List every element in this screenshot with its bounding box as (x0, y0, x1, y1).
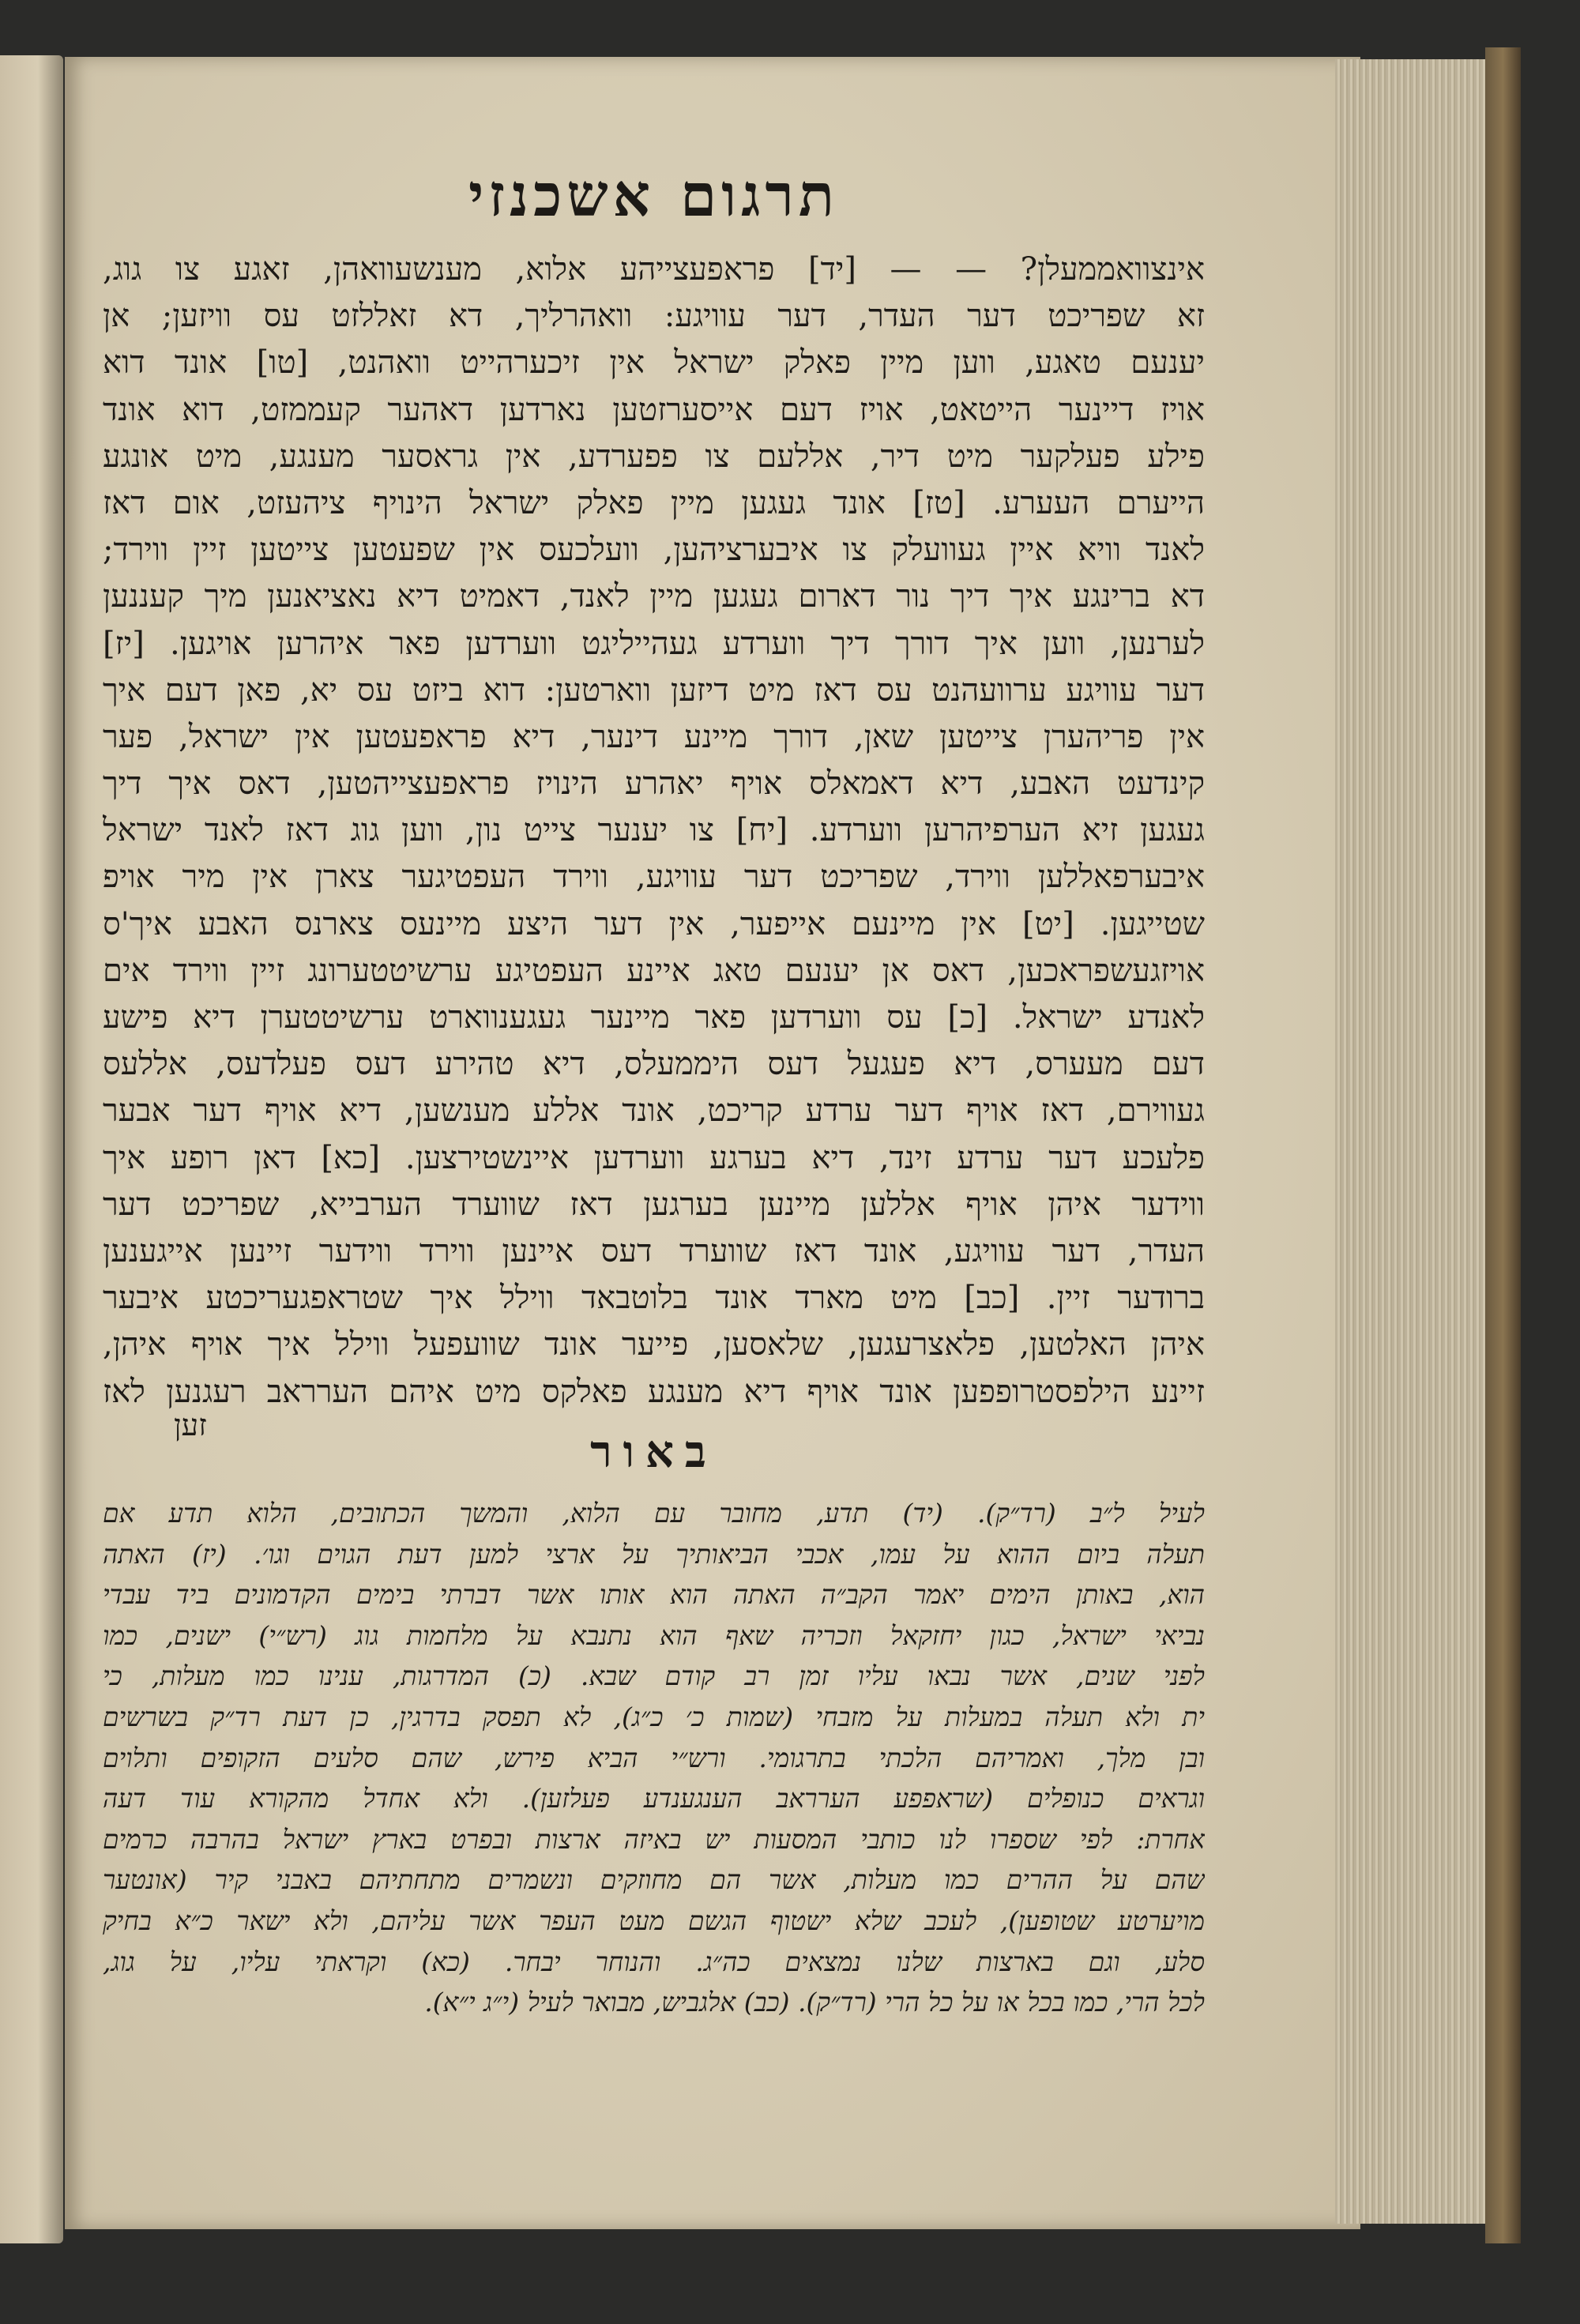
page-title: תרגום אשכנזי (468, 162, 839, 230)
text-line: אויז דיינער הייטאט, אויז דעם אייסערזטען נארדען דאהער קעממזט, דוא אונד (103, 391, 1205, 428)
text-line: לערנען, ווען איך דורך דיך ווערדע געהייליגט ווערדען פאר איהרען אויגען. [יז] (103, 625, 1205, 662)
translation-text (103, 246, 1205, 1416)
commentary-line: לעיל ל״ב (רד״ק). (יד) תדע, מחובר עם הלוא, והמשך הכתובים, הלוא תדע אם (103, 1498, 1205, 1529)
text-line: דער עוויגע ערוועהנט עס דאז מיט דיזען ווארטען: דוא ביזט עס יא, פאן דעם איך (103, 671, 1205, 709)
page-fore-edge (1335, 59, 1488, 2224)
text-line: דא ברינגע איך דיך נור דארום געגען מיין לאנד, דאמיט דיא נאציאנען מיך קעננען (103, 578, 1205, 615)
text-line: לאנד וויא איין געוועלק צו איבערציהען, וועלכעס אין שפעטען צייטען זיין ווירד; (103, 532, 1205, 569)
text-line: קינדעט האבע, דיא דאמאלס אויף יאהרע הינויז פראפעצייהטען, דאס איך דיך (103, 765, 1205, 803)
commentary-text (103, 1493, 1205, 2023)
text-line: זא שפריכט דער העדר, דער עוויגע: וואהרליך, דא זאללזט עס וויזען; אן (103, 298, 1205, 335)
text-line: פלעכע דער ערדע זינד, דיא בערגע ווערדען איינשטירצען. [כא] דאן רופע איך (103, 1139, 1205, 1176)
text-line: איהן האלטען, פלאצרעגען, שלאסען, פייער אונד שוועפעל ווילל איך אויף איהן, (103, 1326, 1205, 1363)
text-line: העדר, דער עוויגע, אונד דאז שווערד דעס איינען ווירד ווידער זיינען אייגענען (103, 1232, 1205, 1269)
text-line: דעם מעערס, דיא פעגעל דעס היממעלס, דיא טהירע דעס פעלדעס, אללעס (103, 1046, 1205, 1083)
text-line: ווידער איהן אויף אללען מיינען בערגען דאז שווערד הערבייא, שפריכט דער (103, 1186, 1205, 1223)
commentary-line: לפני שנים, אשר נבאו עליו זמן רב קודם שבא. (כ) המדרגות, ענינו כמו מעלות, כי (103, 1660, 1205, 1692)
adjacent-page-edge (0, 55, 63, 2243)
commentary-line: שהם על ההרים כמו מעלות, אשר הם מחוזקים ונשמרים מתחתיהם באבני קיר (אונטער (103, 1864, 1205, 1896)
commentary-line: לכל הרי, כמו בכל או על כל הרי (רד״ק). (כב) אלגביש, מבואר לעיל (י״ג י״א). (424, 1987, 1205, 2018)
commentary-line: ית ולא תעלה במעלות על מזבחי (שמות כ׳ כ״ג), לא תפסק בדרגין, כן דעת רד״ק בשרשים (103, 1701, 1205, 1732)
text-line: געווירם, דאז אויף דער ערדע קריכט, אונד אללע מענשען, דיא אויף דער אבער (103, 1092, 1205, 1130)
text-line: אין פריהערן צייטען שאן, דורך מיינע דינער, דיא פראפעטען אין ישראל, פער (103, 718, 1205, 755)
text-line: געגען זיא הערפיהרען ווערדע. [יח] צו יענער צייט נון, ווען גוג דאז לאנד ישראל (103, 812, 1205, 849)
text-line: פילע פעלקער מיט דיר, אללעם צו פפערדע, אין גראסער מענגע, מיט אונגע (103, 438, 1205, 475)
commentary-line: תעלה ביום ההוא על עמו, אכבי הביאותיך על ארצי למען דעת הגוים וגו׳. (יז) האתה (103, 1538, 1205, 1570)
text-line: ברודער זיין. [כב] מיט מארד אונד בלוטבאד ווילל איך שטראפגעריכטע איבער (103, 1280, 1205, 1317)
commentary-line: וגראים כנופלים (שראפפע הערראב הענגענדע פעלזען). ולא אחדל מהקורא עוד דעה (103, 1783, 1205, 1814)
commentary-line: מויערטע שטופען), לעכב שלא ישטוף הגשם מעט העפר אשר עליהם, ולא ישאר כ״א בחיק (103, 1905, 1205, 1936)
text-line: אינצוואממעלן? — — [יד] פראפעצייהע אלוא, מענשעוואהן, זאגע צו גוג, (103, 251, 1205, 288)
text-line: הייערם העערע. [טז] אונד געגען מיין פאלק ישראל הינויף ציהעזט, אום דאז (103, 484, 1205, 521)
book-cover-edge (1485, 47, 1521, 2243)
text-line: לאנדע ישראל. [כ] עס ווערדען פאר מיינער געגענווארט ערשיטטערן דיא פישע (103, 999, 1205, 1036)
commentary-line: הוא, באותן הימים יאמר הקב״ה האתה הוא אותו אשר דברתי בימים הקדמונים ביד עבדי (103, 1579, 1205, 1611)
commentary-line: ובן מלך, ואמריהם הלכתי בתרגומי. ורש״י הביא פירש, שהם סלעים הזקופים ותלוים (103, 1742, 1205, 1773)
catchword: זען (174, 1408, 207, 1442)
text-line: זיינע הילפסטרופפען אונד אויף דיא מענגע פאלקס מיט איהם הערראב רעגנען לאז (103, 1373, 1205, 1410)
commentary-line: נביאי ישראל, כגון יחזקאל וזכריה שאף הוא נתנבא על מלחמות גוג (רש״י) ישנים, כמו (103, 1619, 1205, 1651)
commentary-line: אחרת: לפי שספרו לנו כותבי המסעות יש באיזה ארצות ובפרט בארץ ישראל בהרבה כרמים (103, 1823, 1205, 1855)
text-line: שטייגען. [יט] אין מיינעם אייפער, אין דער היצע מיינעס צארנס האבע איך'ס (103, 905, 1205, 942)
commentary-heading: באור (590, 1426, 717, 1478)
text-line: איבערפאללען ווירד, שפריכט דער עוויגע, ווירד העפטיגער צארן אין מיר אויפ (103, 859, 1205, 896)
text-line: אויזגעשפראכען, דאס אן יענעם טאג איינע העפטיגע ערשיטטערונג זיין ווירד אים (103, 952, 1205, 989)
commentary-line: סלע, וגם בארצות שלנו נמצאים כה״ג. והנוחר יבחר. (כא) וקראתי עליו, על גוג, (103, 1946, 1205, 1977)
text-line: יענעם טאגע, ווען מיין פאלק ישראל אין זיכערהייט וואהנט, [טו] אונד דוא (103, 344, 1205, 382)
